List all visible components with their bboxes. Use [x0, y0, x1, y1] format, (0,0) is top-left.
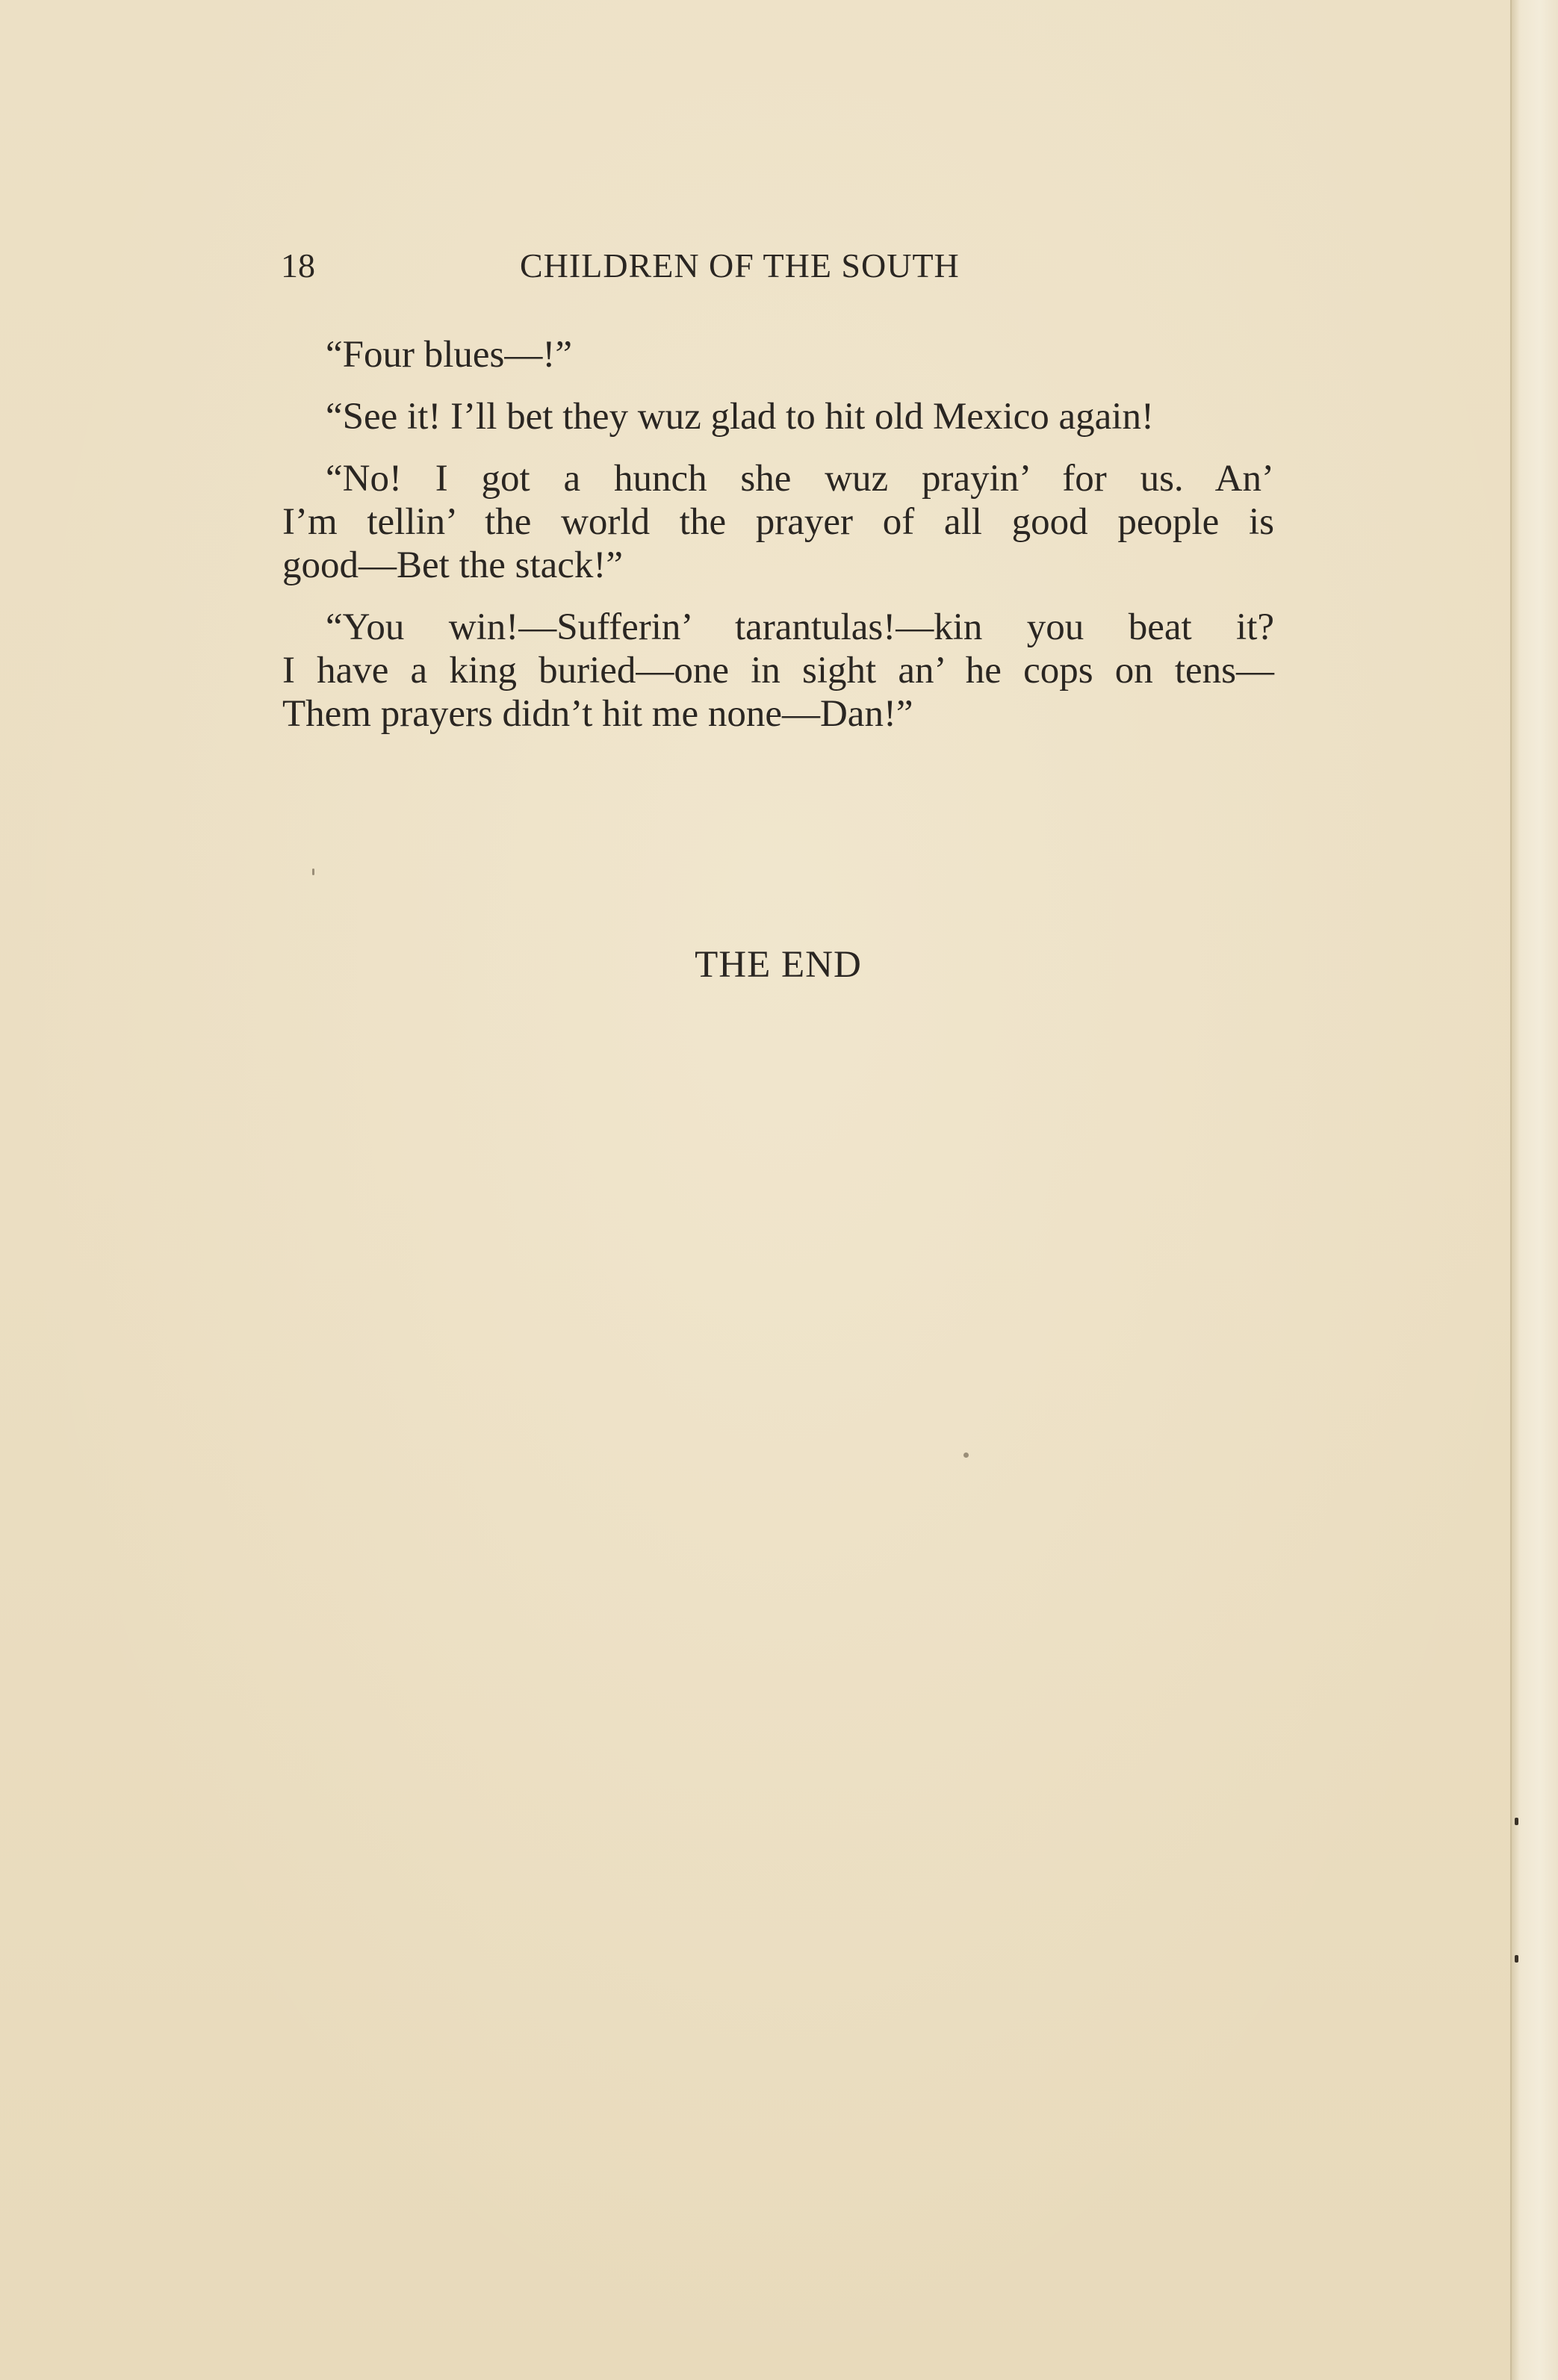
page-edge — [1510, 0, 1558, 2380]
text-line: I’m tellin’ the world the prayer of all good people is — [282, 501, 1274, 543]
paper-speck — [963, 1452, 969, 1458]
text-line: “See it! I’ll bet they wuz glad to hit old Mexico again! — [326, 396, 1154, 438]
the-end-text: THE END — [695, 944, 862, 986]
paragraph — [282, 395, 1274, 438]
running-title: CHILDREN OF THE SOUTH — [520, 246, 960, 285]
the-end-heading — [0, 942, 1558, 987]
paragraph — [282, 606, 1274, 736]
paragraph — [282, 333, 1274, 376]
page-number: 18 — [281, 246, 315, 285]
paper-speck — [1515, 1818, 1518, 1825]
body-text — [282, 333, 1274, 754]
text-line: “No! I got a hunch she wuz prayin’ for us. An’ — [326, 458, 1274, 500]
text-line: I have a king buried—one in sight an’ he cops on tens— — [282, 650, 1274, 692]
text-line: “You win!—Sufferin’ tarantulas!—kin you beat it? — [326, 606, 1274, 648]
text-line: Them prayers didn’t hit me none—Dan!” — [282, 693, 913, 735]
paper-speck — [1515, 1955, 1518, 1963]
paper-speck — [312, 869, 314, 875]
text-line: good—Bet the stack!” — [282, 544, 624, 586]
paragraph — [282, 457, 1274, 587]
running-head — [281, 243, 1274, 288]
text-line: “Four blues—!” — [326, 334, 573, 376]
